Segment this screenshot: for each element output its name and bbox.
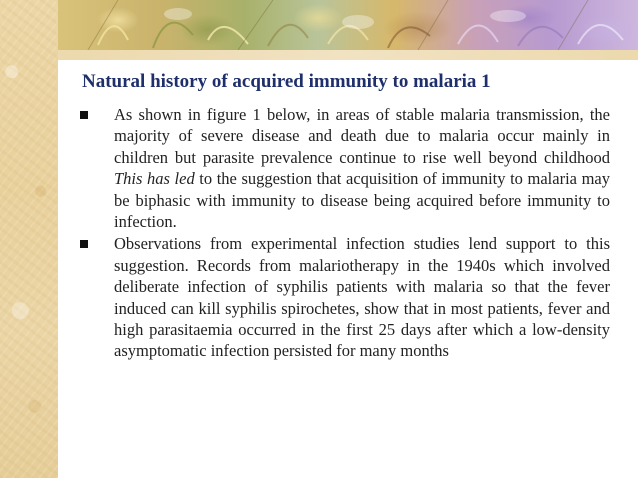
bullet-1-italic-text: This has led [114,169,195,189]
square-bullet-icon [80,111,88,119]
left-decorative-strip [0,0,58,478]
bullet-2-text: Observations from experimental infection studies lend support to this suggestion. Records from malariotherapy in the 1940s which involved deliberate infection of syphilis patients with malaria so that the fever induced can kill syphilis spirochetes, show that in most patients, fever and high parasitaemia occurred in the first 25 days after which a low-density asymptomatic infection persisted for many months [114,234,610,361]
bullet-item-2 [76,233,610,361]
top-decorative-banner [58,0,638,50]
bullet-1-text-a: As shown in figure 1 below, in areas of stable malaria transmission, the majority of severe disease and death due to malaria occur mainly in children but parasite prevalence continue to rise well beyond childhood [114,105,610,167]
bullet-list [76,104,610,363]
square-bullet-icon [80,240,88,248]
leaf-pattern-graphic [58,0,638,50]
bullet-item-1 [76,104,610,232]
banner-underline-band [58,50,638,60]
slide-title: Natural history of acquired immunity to malaria 1 [82,71,491,92]
bullet-1-text-b: to the suggestion that acquisition of immunity to malaria may be biphasic with immunity to disease being acquired before immunity to infection. [114,169,610,232]
